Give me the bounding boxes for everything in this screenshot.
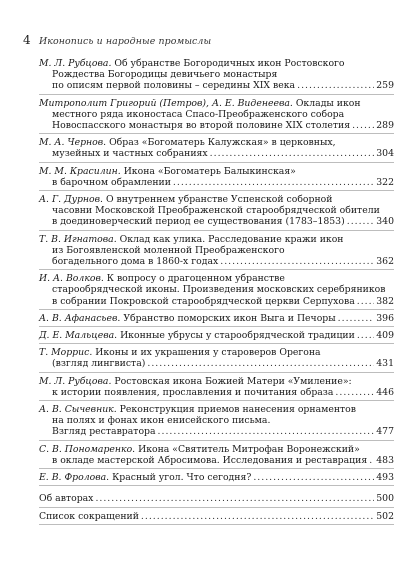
toc-entry: [39, 444, 394, 466]
toc-entry-text: [39, 444, 360, 455]
toc-page-number: 304: [376, 148, 394, 160]
dot-leader: [253, 472, 374, 482]
toc-entry-line: [39, 256, 394, 267]
toc-entry: [39, 98, 394, 132]
toc-entry-title: местного ряда иконостаса Спасо-Преображенского собора: [52, 108, 345, 120]
toc-entry-line: [39, 347, 394, 358]
toc-entry-text: [39, 58, 345, 69]
toc-entry-line: [39, 444, 394, 455]
toc-entry-author: М. М. Красилин.: [39, 165, 121, 177]
toc-entry-line: [39, 415, 394, 426]
divider: [39, 400, 394, 401]
divider: [39, 269, 394, 270]
dot-leader: [141, 511, 374, 521]
toc-entry-title: в доединоверческий период ее существования (1783–1853): [52, 216, 345, 228]
toc-entry-author: М. Л. Рубцова.: [39, 58, 112, 69]
toc-entry-line: [39, 273, 394, 284]
divider: [39, 485, 394, 486]
toc-entry-text: [39, 313, 336, 324]
divider: [39, 230, 394, 231]
toc-entry-line: [39, 166, 394, 177]
dot-leader: [210, 148, 375, 158]
toc-entry-line: [39, 177, 394, 188]
dot-leader: [369, 455, 374, 465]
toc-entry-title: (взгляд лингвиста): [52, 358, 146, 370]
dot-leader: [352, 120, 374, 130]
toc-entry-text: [39, 376, 352, 387]
toc-entry-title: старообрядческой иконы. Произведения московских серебряников: [52, 284, 386, 296]
toc-entry-line: [39, 296, 394, 307]
toc-entry-author: А. Г. Дурнов.: [39, 194, 104, 206]
toc-entry-line: [39, 80, 394, 91]
divider: [39, 343, 394, 344]
toc-entry-title: Оклады икон: [292, 97, 361, 109]
toc-entry-title: в собрании Покровской старообрядческой церкви Серпухова: [52, 295, 355, 307]
running-head-title: Иконопись и народные промыслы: [39, 36, 212, 47]
divider: [39, 133, 394, 134]
toc-entry-title: в барочном обрамлении: [52, 176, 171, 188]
toc-entry-text: [52, 120, 350, 131]
toc-entry-author: М. А. Чернов.: [39, 137, 107, 149]
toc-entry: [39, 313, 394, 324]
toc-back-matter-title: Список сокращений: [39, 510, 139, 522]
toc-entry-title: О внутреннем убранстве Успенской соборной: [103, 194, 333, 206]
toc-entry-title: Новоспасского монастыря во второй половине XIX столетия: [52, 120, 351, 132]
toc-entry-line: [39, 69, 394, 80]
toc-page-number: 259: [376, 80, 394, 92]
toc-entry-title: Об убранстве Богородичных икон Ростовского: [111, 58, 345, 69]
dot-leader: [95, 493, 374, 503]
toc-entry-line: [39, 109, 394, 120]
toc-entry-text: [39, 472, 251, 483]
toc-back-matter-entry: [39, 511, 394, 522]
toc-page-number: 396: [376, 312, 394, 324]
toc-entry-text: [39, 347, 321, 358]
toc-page-number: 477: [376, 426, 394, 438]
toc-entry-line: [39, 455, 394, 466]
toc-page-number: 362: [376, 256, 394, 268]
toc-entry-line: [39, 98, 394, 109]
toc-entry-line: [39, 404, 394, 415]
toc-entry-text: [52, 177, 171, 188]
toc-page-number: 322: [376, 176, 394, 188]
toc-page-number: 340: [376, 216, 394, 228]
toc-entry: [39, 166, 394, 188]
divider: [39, 309, 394, 310]
toc-entry-title: Рождества Богородицы девичьего монастыря: [52, 69, 278, 81]
toc-entry-text: [52, 69, 277, 80]
toc-entry-text: [52, 415, 270, 426]
toc-entry-line: [39, 234, 394, 245]
toc-entry-title: на полях и фонах икон енисейского письма.: [52, 415, 271, 427]
divider: [39, 94, 394, 95]
toc-entry: [39, 137, 394, 159]
toc-entry-text: [52, 205, 380, 216]
toc-entry-line: [39, 216, 394, 227]
toc-page-number: 502: [376, 510, 394, 522]
divider: [39, 440, 394, 441]
toc-entry-text: [52, 426, 156, 437]
toc-entry-author: Д. Е. Мальцева.: [39, 330, 118, 342]
toc-page-number: 500: [376, 493, 394, 505]
toc-entry-title: Взгляд реставратора: [52, 426, 156, 438]
toc-entry-line: [39, 358, 394, 369]
toc-entry: [39, 330, 394, 341]
toc-page-number: 483: [376, 454, 394, 466]
toc-entry-line: [39, 426, 394, 437]
dot-leader: [347, 216, 375, 226]
toc-entry-title: к истории появления, прославления и почитания образа: [52, 386, 334, 398]
divider: [39, 162, 394, 163]
toc-entry-text: [52, 284, 386, 295]
toc-entry-text: [39, 98, 361, 109]
toc-entry-title: Убранство поморских икон Выга и Печоры: [120, 312, 336, 324]
toc-entry-text: [39, 194, 332, 205]
toc-entry-line: [39, 330, 394, 341]
toc-entry-title: часовни Московской Преображенской старообрядческой обители: [52, 205, 380, 217]
toc-page-number: 493: [376, 472, 394, 484]
toc-entry-line: [39, 313, 394, 324]
page-number: 4: [23, 33, 31, 47]
toc-page-number: 431: [376, 358, 394, 370]
toc-page-number: 382: [376, 295, 394, 307]
toc-entry: [39, 347, 394, 369]
divider: [39, 326, 394, 327]
running-head: [23, 33, 211, 47]
toc-entry-line: [39, 472, 394, 483]
toc-entry-text: [52, 216, 345, 227]
dot-leader: [335, 387, 374, 397]
toc-entry: [39, 472, 394, 483]
toc-entry-text: [39, 234, 344, 245]
toc-entry: [39, 58, 394, 92]
toc-entry-text: [52, 296, 355, 307]
toc-entry-line: [39, 205, 394, 216]
toc-entry-text: [39, 404, 356, 415]
toc-entry-text: [52, 80, 295, 91]
toc-back-matter-entry: [39, 493, 394, 504]
toc-entry-text: [52, 109, 344, 120]
toc-entry-line: [39, 58, 394, 69]
toc-entry-title: Оклад как улика. Расследование кражи икон: [116, 233, 344, 245]
toc-entry-text: [39, 166, 296, 177]
toc-entry-author: С. В. Пономаренко.: [39, 443, 136, 455]
toc-entry-author: Е. В. Фролова.: [39, 472, 110, 484]
toc-entry: [39, 234, 394, 268]
toc-entry: [39, 404, 394, 438]
toc-entry-line: [39, 245, 394, 256]
toc-entry-line: [39, 148, 394, 159]
dot-leader: [147, 358, 374, 368]
toc-entry-author: И. А. Волков.: [39, 273, 104, 285]
toc-entry-title: Ростовская икона Божией Матери «Умиление»:: [111, 375, 352, 387]
dot-leader: [338, 313, 375, 323]
toc-entry-title: Иконные убрусы у старообрядческой традиции: [117, 330, 355, 342]
toc-entry-line: [39, 376, 394, 387]
toc-page-number: 409: [376, 330, 394, 342]
toc-entry-title: Образ «Богоматерь Калужская» в церковных,: [106, 137, 336, 149]
table-of-contents: [39, 58, 394, 528]
toc-entry-title: по описям первой половины – середины XIX века: [52, 80, 296, 92]
toc-page-number: 289: [376, 120, 394, 132]
toc-entry-line: [39, 120, 394, 131]
toc-back-matter-title: Об авторах: [39, 493, 94, 505]
toc-entry-author: Митрополит Григорий (Петров), А. Е. Виденеева.: [39, 97, 293, 109]
toc-entry-author: М. Л. Рубцова.: [39, 375, 112, 387]
toc-entry-title: Красный угол. Что сегодня?: [109, 472, 252, 484]
toc-entry-title: богадельного дома в 1860-х годах: [52, 256, 219, 268]
toc-entry-title: из Богоявленской моленной Преображенского: [52, 244, 285, 256]
toc-entry-title: Реконструкция приемов нанесения орнаментов: [116, 404, 357, 416]
dot-leader: [357, 296, 374, 306]
divider: [39, 507, 394, 508]
toc-entry-author: Т. В. Игнатова.: [39, 233, 117, 245]
dot-leader: [158, 426, 375, 436]
toc-entry-text: [52, 358, 145, 369]
dot-leader: [220, 256, 374, 266]
toc-entry-text: [52, 148, 208, 159]
toc-entry-line: [39, 387, 394, 398]
dot-leader: [297, 80, 374, 90]
divider: [39, 372, 394, 373]
dot-leader: [357, 330, 374, 340]
toc-entry-text: [52, 256, 218, 267]
toc-entry-author: А. В. Сычевник.: [39, 404, 117, 416]
toc-entry-author: Т. Моррис.: [39, 347, 93, 359]
toc-entry-title: музейных и частных собраниях: [52, 148, 208, 160]
toc-entry: [39, 376, 394, 398]
toc-entry: [39, 273, 394, 307]
toc-entry-author: А. В. Афанасьев.: [39, 312, 121, 324]
toc-entry-title: Икона «Богоматерь Балыкинская»: [120, 165, 296, 177]
toc-entry-title: Икона «Святитель Митрофан Воронежский»: [135, 443, 360, 455]
toc-entry-text: [52, 245, 285, 256]
toc-entry-title: Иконы и их украшения у староверов Орегона: [92, 347, 321, 359]
toc-entry-line: [39, 284, 394, 295]
toc-entry-line: [39, 137, 394, 148]
toc-page-number: 446: [376, 386, 394, 398]
toc-entry-title: К вопросу о драгоценном убранстве: [103, 273, 285, 285]
divider: [39, 468, 394, 469]
toc-entry-text: [52, 455, 367, 466]
toc-entry-text: [39, 273, 285, 284]
toc-entry-text: [39, 330, 355, 341]
toc-entry: [39, 194, 394, 228]
toc-entry-text: [39, 137, 336, 148]
toc-entry-text: [52, 387, 333, 398]
dot-leader: [173, 177, 374, 187]
divider: [39, 190, 394, 191]
toc-entry-title: в окладе мастерской Абросимова. Исследования и реставрация: [52, 454, 368, 466]
toc-entry-line: [39, 194, 394, 205]
divider: [39, 524, 394, 525]
